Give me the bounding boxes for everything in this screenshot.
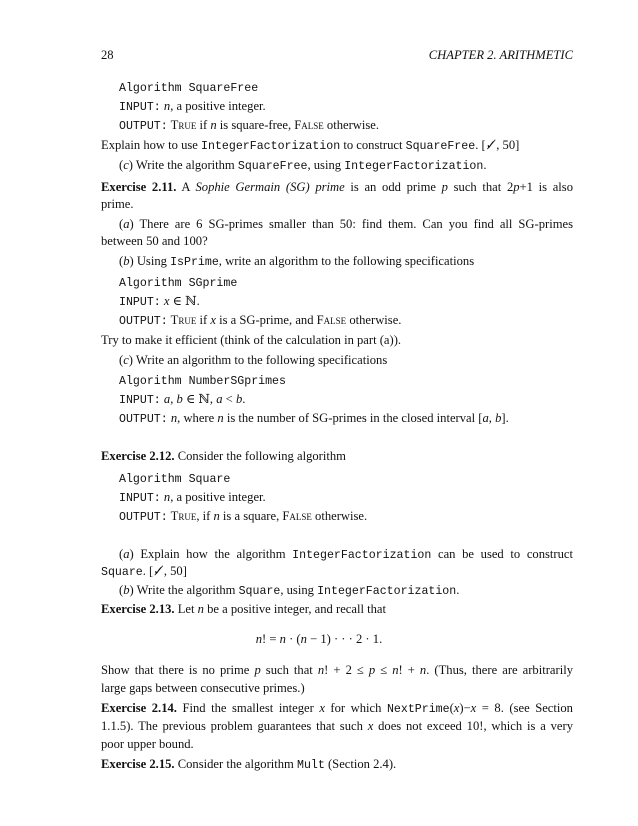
text-line: (c) Write the algorithm SquareFree, using IntegerFactorization. [119, 158, 487, 173]
exercise-2-15-heading: Exercise 2.15. Consider the algorithm Mult (Section 2.4). [101, 757, 397, 772]
chapter-title: CHAPTER 2. ARITHMETIC [428, 48, 573, 62]
text-line: (b) Write the algorithm Square, using IntegerFactorization. [119, 583, 460, 598]
exercise-2-12-heading: Exercise 2.12. Consider the following algorithm [101, 449, 346, 463]
difficulty-mark: ✓̸ [485, 138, 497, 152]
text-line: large gaps between consecutive primes.) [101, 681, 305, 695]
exercise-2-11-heading: Exercise 2.11. A Sophie Germain (SG) prime is an odd prime p such that 2p+1 is also [101, 180, 573, 194]
algorithm-sgprime-output: OUTPUT: True if x is a SG-prime, and False otherwise. [119, 313, 402, 328]
algorithm-numbersgprimes-input: INPUT: a, b ∈ ℕ, a < b. [119, 392, 246, 407]
page-number: 28 [101, 48, 114, 62]
text-line: poor upper bound. [101, 737, 194, 751]
algorithm-sgprime-input: INPUT: x ∈ ℕ. [119, 294, 200, 309]
text-line: between 50 and 100? [101, 234, 208, 248]
text-line: (a) Explain how the algorithm IntegerFactorization can be used to construct [119, 547, 573, 562]
exercise-2-14-heading: Exercise 2.14. Find the smallest integer x for which NextPrime(x)−x = 8. (see Section [101, 701, 573, 716]
algorithm-sgprime-title: Algorithm SGprime [119, 277, 238, 290]
algorithm-squarefree-title: Algorithm SquareFree [119, 82, 259, 95]
text-line: prime. [101, 197, 134, 211]
text-line: (b) Using IsPrime, write an algorithm to the following specifications [119, 254, 475, 269]
exercise-2-13-heading: Exercise 2.13. Let n be a positive integer, and recall that [101, 602, 386, 616]
algorithm-squarefree-output: OUTPUT: True if n is square-free, False otherwise. [119, 118, 380, 133]
algorithm-square-title: Algorithm Square [119, 473, 231, 486]
algorithm-numbersgprimes-output: OUTPUT: n, where n is the number of SG-primes in the closed interval [a, b]. [119, 411, 509, 426]
text-line: Try to make it efficient (think of the calculation in part (a)). [101, 333, 402, 347]
algorithm-square-input: INPUT: n, a positive integer. [119, 490, 266, 505]
text-line: (a) There are 6 SG-primes smaller than 50: find them. Can you find all SG-primes [119, 217, 573, 231]
text-line: Explain how to use IntegerFactorization to construct SquareFree. [✓̸, 50] [101, 138, 520, 153]
difficulty-mark: ✓̸ [153, 564, 164, 578]
text-line: Show that there is no prime p such that n! + 2 ≤ p ≤ n! + n. (Thus, there are arbitrarily [101, 663, 573, 677]
text-line: (c) Write an algorithm to the following specifications [119, 353, 388, 367]
algorithm-numbersgprimes-title: Algorithm NumberSGprimes [119, 375, 286, 388]
algorithm-squarefree-input: INPUT: n, a positive integer. [119, 99, 266, 114]
algorithm-square-output: OUTPUT: True, if n is a square, False otherwise. [119, 509, 368, 524]
factorial-equation: n! = n · (n − 1) · · · 2 · 1. [255, 632, 383, 646]
text-line: 1.1.5). The previous problem guarantees that such x does not exceed 10!, which is a very [101, 719, 573, 733]
text-line: Square. [✓̸, 50] [101, 564, 187, 579]
